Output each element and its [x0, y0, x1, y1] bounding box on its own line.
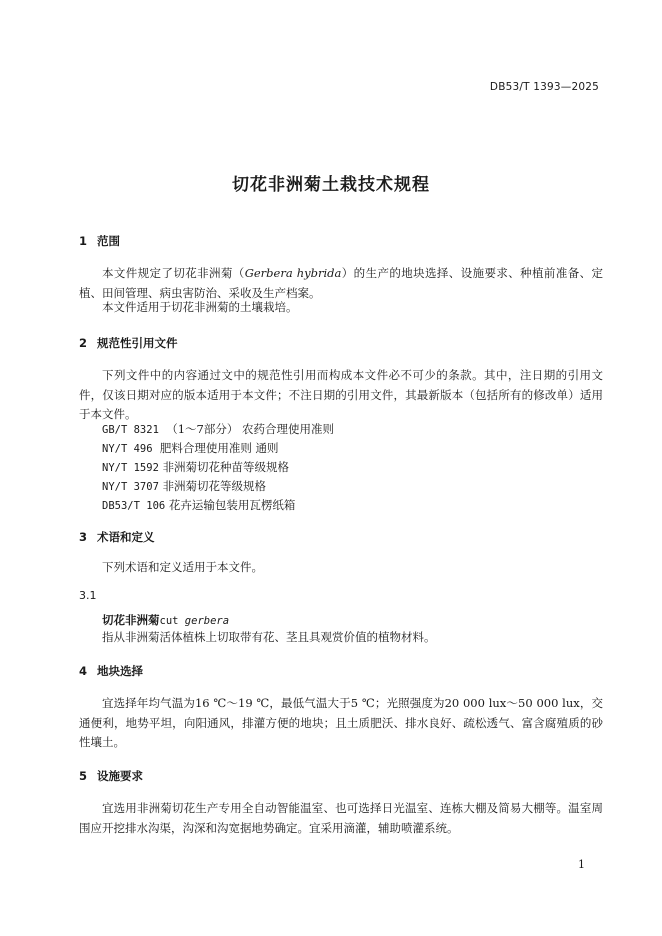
term-number: 3.1: [79, 589, 97, 602]
section-1-heading: [79, 233, 120, 249]
reference-title: 肥料合理使用准则 通则: [159, 441, 279, 455]
section-number: 1: [79, 234, 88, 248]
term-definition: 指从非洲菊活体植株上切取带有花、茎且具观赏价值的植物材料。: [102, 630, 436, 644]
section-title: 地块选择: [97, 664, 143, 678]
reference-item: [102, 440, 279, 456]
section-3-intro: 下列术语和定义适用于本文件。: [102, 560, 263, 574]
latin-name: Gerbera hybrida: [244, 266, 342, 280]
reference-title: 花卉运输包装用瓦楞纸箱: [168, 498, 296, 512]
term-name-cn: 切花非洲菊: [102, 613, 160, 627]
section-number: 5: [79, 769, 88, 783]
reference-item: [102, 497, 295, 513]
section-title: 设施要求: [97, 769, 143, 783]
document-code: DB53/T 1393—2025: [489, 81, 599, 93]
section-2-heading: [79, 335, 178, 351]
section-4-paragraph-1: 宜选择年均气温为16 ℃～19 ℃，最低气温大于5 ℃；光照强度为20 000 lux～50 000 lux，交通便利，地势平坦，向阳通风，排灌方便的地块；且土质肥沃、排水良好、疏松透气、富含腐殖质的砂性壤土。: [79, 696, 603, 749]
term-name: [102, 612, 229, 628]
section-title: 规范性引用文件: [97, 336, 178, 350]
section-4-heading: [79, 663, 143, 679]
section-number: 4: [79, 664, 88, 678]
reference-code: DB53/T 106: [102, 500, 166, 512]
reference-item: [102, 478, 266, 494]
section-title: 术语和定义: [97, 530, 155, 544]
reference-title: （1～7部分） 农药合理使用准则: [166, 422, 335, 436]
reference-title: 非洲菊切花等级规格: [162, 479, 267, 493]
reference-title: 非洲菊切花种苗等级规格: [162, 460, 290, 474]
section-number: 3: [79, 530, 88, 544]
page-number: 1: [578, 858, 585, 871]
section-5-paragraph-1: 宜选用非洲菊切花生产专用全自动智能温室、也可选择日光温室、连栋大棚及简易大棚等。温室周围应开挖排水沟渠，沟深和沟宽据地势确定。宜采用滴灌，辅助喷灌系统。: [79, 801, 603, 835]
section-1-paragraph-1: 本文件规定了切花非洲菊（Gerbera hybrida）的生产的地块选择、设施要求、种植前准备、定植、田间管理、病虫害防治、采收及生产档案。: [79, 266, 603, 300]
section-number: 2: [79, 336, 88, 350]
term-name-en: cut gerbera: [159, 615, 230, 627]
section-3-heading: [79, 529, 155, 545]
section-title: 范围: [97, 234, 120, 248]
reference-item: [102, 459, 289, 475]
reference-code: GB/T 8321: [102, 424, 159, 436]
reference-code: NY/T 3707: [102, 481, 159, 493]
reference-code: NY/T 1592: [102, 462, 159, 474]
document-title: 切花非洲菊土栽技术规程: [232, 175, 430, 195]
reference-item: [102, 421, 334, 437]
reference-code: NY/T 496: [102, 443, 153, 455]
section-5-heading: [79, 768, 143, 784]
section-1-paragraph-2: 本文件适用于切花非洲菊的土壤栽培。: [102, 300, 298, 314]
section-2-intro: 下列文件中的内容通过文中的规范性引用而构成本文件必不可少的条款。其中，注日期的引用文件，仅该日期对应的版本适用于本文件；不注日期的引用文件，其最新版本（包括所有的修改单）适用于本文件。: [79, 368, 603, 421]
